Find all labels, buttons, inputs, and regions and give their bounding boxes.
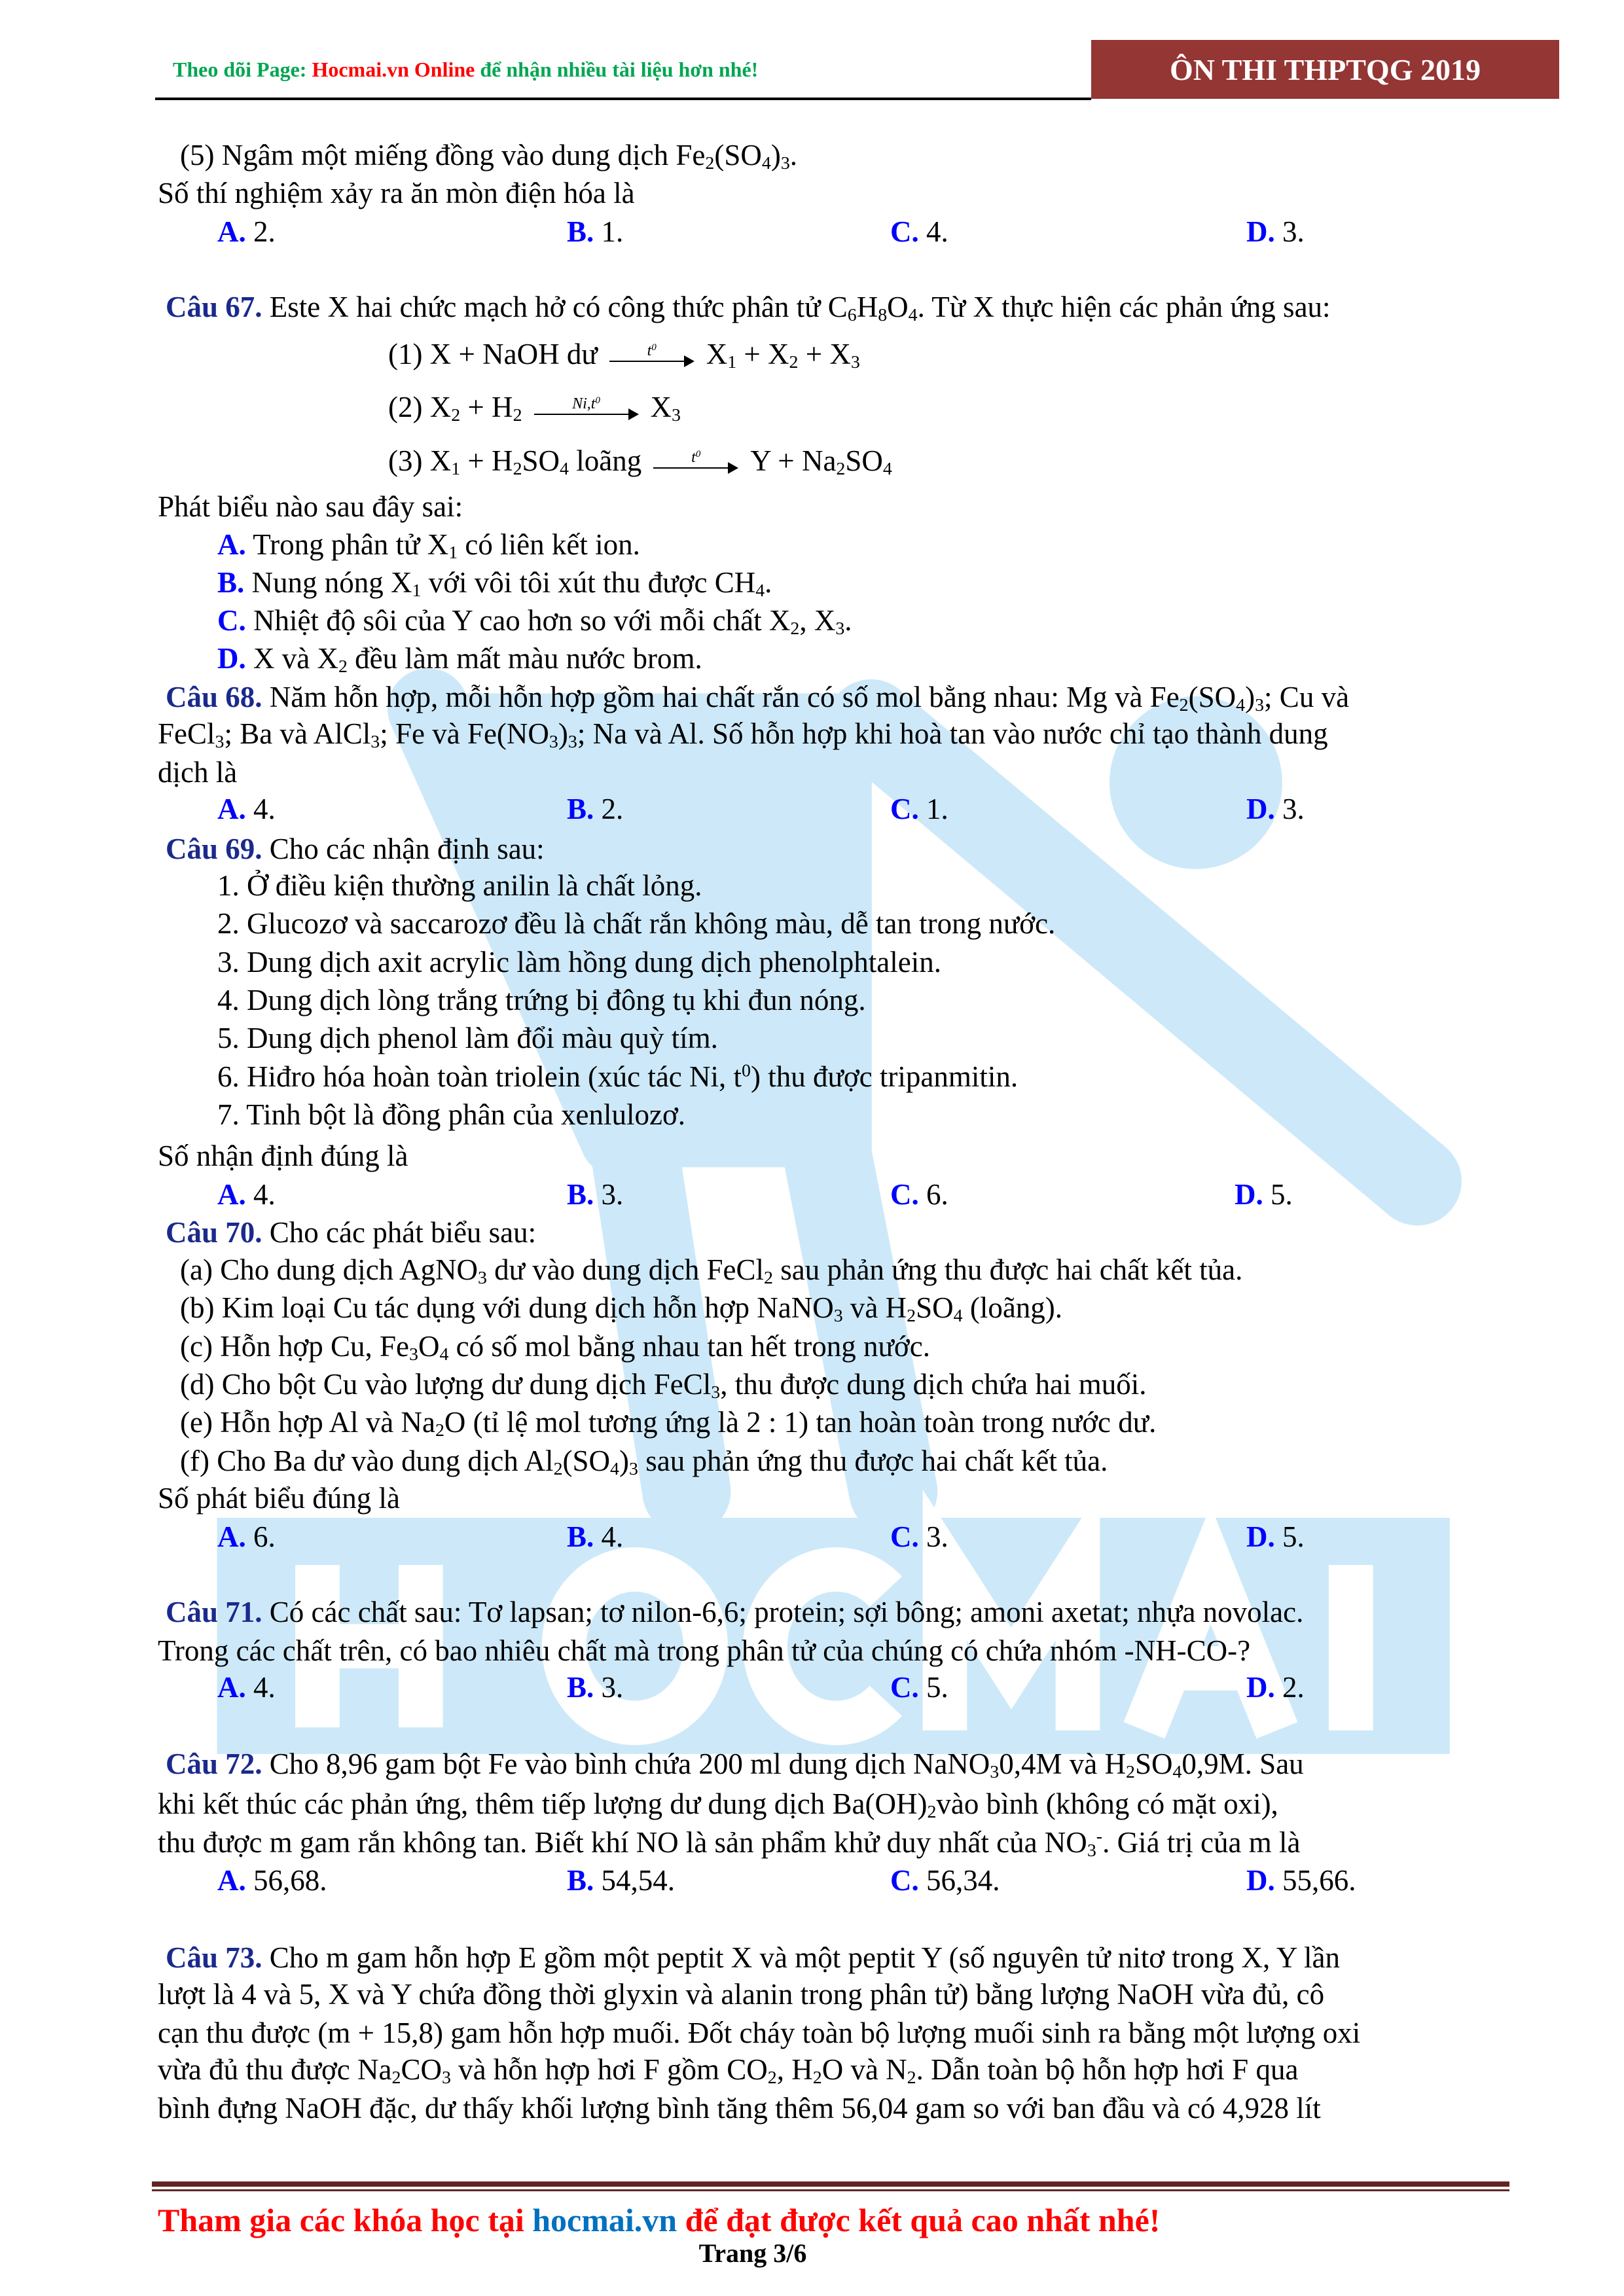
statement-item: 2. Glucozơ và saccarozơ đều là chất rắn không màu, dễ tan trong nước.	[217, 907, 1056, 940]
option-letter: C.	[890, 1864, 919, 1897]
q67-text: Este X hai chức mạch hở có công thức phân tử $C_6H_8O_4$. Từ X thực hiện các phản ứng sau:	[262, 291, 1331, 326]
option-a	[217, 527, 640, 562]
option-text: 3.	[926, 1520, 948, 1553]
option-text: 2.	[1282, 1671, 1305, 1704]
statement-item: 4. Dung dịch lòng trắng trứng bị đông tụ khi đun nóng.	[217, 984, 866, 1016]
option-text: 5.	[1271, 1178, 1293, 1211]
reaction-lhs: (3) $X_1 + H_2SO_4$ loãng	[388, 444, 642, 480]
option-letter: B.	[567, 1520, 594, 1553]
option-letter: D.	[1246, 793, 1275, 825]
q71-text-line: Trong các chất trên, có bao nhiêu chất mà trong phân tử của chúng có chứa nhóm -NH-CO-?	[158, 1634, 1251, 1667]
option-c	[890, 1519, 948, 1554]
option-letter: C.	[890, 1520, 919, 1553]
option-a	[217, 1177, 276, 1212]
option-text: 1.	[601, 215, 624, 248]
option-c	[890, 1670, 948, 1705]
page-number: Trang 3/6	[698, 2238, 807, 2268]
option-text: 5.	[1282, 1520, 1305, 1553]
header-rule	[155, 98, 1091, 100]
q71-stem	[166, 1594, 1303, 1630]
q66-question: Số thí nghiệm xảy ra ăn mòn điện hóa là	[158, 177, 635, 209]
statement-item: 6. Hiđro hóa hoàn toàn triolein (xúc tác Ni, $t^0$) thu được tripanmitin.	[217, 1060, 1019, 1093]
q72-stem	[166, 1746, 1304, 1782]
header-follow-text	[173, 58, 758, 82]
option-a	[217, 1670, 276, 1705]
option-text: 1.	[926, 793, 948, 825]
option-c	[890, 1177, 948, 1212]
option-letter: B.	[217, 566, 245, 599]
header-site-link[interactable]: Hocmai.vn Online	[312, 58, 475, 81]
option-c	[890, 214, 948, 249]
q68-stem	[166, 679, 1349, 715]
reaction-rhs: $X_3$	[650, 391, 681, 426]
option-text: 4.	[253, 1671, 276, 1704]
option-letter: D.	[1246, 1671, 1275, 1704]
option-c	[890, 791, 948, 827]
option-text: 4.	[253, 1178, 276, 1211]
option-d	[217, 641, 702, 676]
option-letter: C.	[890, 1671, 919, 1704]
option-letter: D.	[1235, 1178, 1263, 1211]
option-letter: A.	[217, 1671, 246, 1704]
q68-label: Câu 68.	[166, 681, 262, 713]
option-text: 56,68.	[253, 1864, 327, 1897]
option-text: 4.	[926, 215, 948, 248]
option-letter: A.	[217, 528, 246, 561]
reaction-arrow	[534, 395, 639, 420]
q67-question: Phát biểu nào sau đây sai:	[158, 490, 463, 523]
q70-label: Câu 70.	[166, 1216, 262, 1249]
q73-text-line: cạn thu được (m + 15,8) gam hỗn hợp muối. Đốt cháy toàn bộ lượng muối sinh ra bằng một lượng oxi	[158, 2017, 1361, 2049]
option-text: 3.	[601, 1178, 624, 1211]
reaction-condition: $t^0$	[691, 448, 701, 466]
footer-rule	[152, 2181, 1509, 2187]
option-a	[217, 1863, 327, 1898]
option-b	[567, 214, 623, 249]
option-text: 4.	[253, 793, 276, 825]
q71-label: Câu 71.	[166, 1596, 262, 1628]
option-letter: C.	[890, 793, 919, 825]
option-text: 3.	[1282, 215, 1305, 248]
q68-text-line: FeCl$_3$; Ba và AlCl$_3$; Fe và $Fe(NO_3)_3$; Na và Al. Số hỗn hợp khi hoà tan vào nước chỉ tạo thành dung	[158, 717, 1328, 753]
q67-reaction-1	[388, 336, 860, 372]
statement-item: 7. Tinh bột là đồng phân của xenlulozơ.	[217, 1098, 685, 1131]
option-letter: A.	[217, 215, 246, 248]
reaction-condition: $t^0$	[647, 342, 657, 359]
option-letter: A.	[217, 1864, 246, 1897]
option-letter: C.	[217, 604, 246, 637]
q72-text-line: khi kết thúc các phản ứng, thêm tiếp lượng dư dung dịch $Ba(OH)_2vào$ bình (không có mặt oxi),	[158, 1787, 1278, 1823]
statement-item: 3. Dung dịch axit acrylic làm hồng dung dịch phenolphtalein.	[217, 946, 941, 978]
option-letter: B.	[567, 1864, 594, 1897]
option-text: 2.	[253, 215, 276, 248]
option-letter: B.	[567, 1178, 594, 1211]
header-lead: Theo dõi Page:	[173, 58, 312, 81]
q73-text: Cho m gam hỗn hợp E gồm một peptit X và một peptit Y (số nguyên tử nitơ trong X, Y lần	[262, 1941, 1340, 1974]
q73-stem	[166, 1940, 1340, 1975]
footer-lead: Tham gia các khóa học tại	[158, 2202, 533, 2238]
q72-text-line: thu được m gam rắn không tan. Biết khí NO là sản phẩm khử duy nhất của $NO_3^-$. Giá trị của m là	[158, 1826, 1301, 1861]
option-letter: D.	[1246, 1864, 1275, 1897]
option-d	[1246, 214, 1305, 249]
reaction-arrow	[609, 342, 695, 367]
option-text: Nung nóng $X_1$ với vôi tôi xút thu được $CH_4$.	[251, 566, 772, 601]
reaction-lhs: (2) $X_2 + H_2$	[388, 391, 522, 426]
option-letter: A.	[217, 793, 246, 825]
option-letter: D.	[1246, 1520, 1275, 1553]
q67-reaction-3	[388, 443, 892, 478]
option-text: 4.	[601, 1520, 624, 1553]
option-b	[567, 1519, 623, 1554]
reaction-rhs: $Y + Na_2SO_4$	[750, 444, 892, 480]
option-b	[217, 565, 772, 600]
q70-stem	[166, 1215, 536, 1250]
statement-item: (a) Cho dung dịch AgNO$_3$ dư vào dung dịch FeCl$_2$ sau phản ứng thu được hai chất kết tủa.	[180, 1253, 1243, 1289]
footer-rule-thin	[152, 2189, 1509, 2191]
option-a	[217, 214, 276, 249]
q69-question: Số nhận định đúng là	[158, 1139, 408, 1172]
option-text: Trong phân tử $X_1$ có liên kết ion.	[253, 528, 640, 564]
q68-text: Năm hỗn hợp, mỗi hỗn hợp gồm hai chất rắn có số mol bằng nhau: Mg và $Fe_2(SO_4)_3$; Cu và	[262, 681, 1350, 716]
statement-item: (b) Kim loại Cu tác dụng với dung dịch hỗn hợp NaNO$_3$ và $H_2SO_4$ (loãng).	[180, 1291, 1063, 1327]
q72-text: Cho 8,96 gam bột Fe vào bình chứa 200 ml dung dịch NaNO$_3$0,4M và $H_2SO_40,9M$. Sau	[262, 1748, 1304, 1783]
footer-tail: để đạt được kết quả cao nhất nhé!	[677, 2202, 1161, 2238]
option-text: X và $X_2$ đều làm mất màu nước brom.	[253, 642, 702, 677]
q69-stem	[166, 831, 545, 867]
option-letter: C.	[890, 215, 919, 248]
option-text: 5.	[926, 1671, 948, 1704]
q69-text: Cho các nhận định sau:	[262, 833, 545, 865]
option-letter: B.	[567, 215, 594, 248]
option-b	[567, 1863, 675, 1898]
option-d	[1246, 1519, 1305, 1554]
option-text: 56,34.	[926, 1864, 1000, 1897]
q67-reaction-2	[388, 389, 681, 425]
option-a	[217, 1519, 276, 1554]
footer-promo	[158, 2201, 1160, 2239]
option-text: 3.	[1282, 793, 1305, 825]
option-letter: B.	[567, 793, 594, 825]
q73-text-line: bình đựng NaOH đặc, dư thấy khối lượng bình tăng thêm 56,04 gam so với ban đầu và có 4,928 lít	[158, 2092, 1321, 2125]
option-text: 55,66.	[1282, 1864, 1356, 1897]
option-letter: A.	[217, 1520, 246, 1553]
q73-label: Câu 73.	[166, 1941, 262, 1974]
exam-badge: ÔN THI THPTQG 2019	[1091, 40, 1559, 99]
option-letter: D.	[1246, 215, 1275, 248]
option-b	[567, 1177, 623, 1212]
option-d	[1246, 791, 1305, 827]
option-a	[217, 791, 276, 827]
statement-item: 5. Dung dịch phenol làm đổi màu quỳ tím.	[217, 1022, 718, 1054]
q72-label: Câu 72.	[166, 1748, 262, 1780]
option-letter: C.	[890, 1178, 919, 1211]
option-letter: D.	[217, 642, 246, 675]
q67-stem	[166, 289, 1331, 325]
q66-item-5: (5) Ngâm một miếng đồng vào dung dịch $Fe_2(SO_4)_3$.	[180, 139, 798, 174]
option-letter: A.	[217, 1178, 246, 1211]
statement-item: (c) Hỗn hợp Cu, $Fe_3O_4$ có số mol bằng nhau tan hết trong nước.	[180, 1330, 930, 1365]
reaction-arrow	[653, 448, 738, 474]
statement-item: (f) Cho Ba dư vào dung dịch $Al_2(SO_4)_3$ sau phản ứng thu được hai chất kết tủa.	[180, 1444, 1108, 1480]
option-text: Nhiệt độ sôi của Y cao hơn so với mỗi chất $X_2$, $X_3$.	[253, 604, 852, 639]
reaction-lhs: (1) X + NaOH dư	[388, 338, 598, 370]
q69-label: Câu 69.	[166, 833, 262, 865]
option-text: 2.	[601, 793, 624, 825]
reaction-rhs: $X_1 + X_2 + X_3$	[706, 338, 860, 373]
q73-text-line: vừa đủ thu được $Na_2CO_3$ và hỗn hợp hơi F gồm $CO_2$, $H_2O$ và $N_2$. Dẫn toàn bộ hỗn hợp hơi F qua	[158, 2053, 1299, 2089]
reaction-condition: $Ni,t^0$	[572, 395, 600, 412]
statement-item: 1. Ở điều kiện thường anilin là chất lỏng.	[217, 869, 702, 902]
q70-text: Cho các phát biểu sau:	[262, 1216, 537, 1249]
option-text: 6.	[926, 1178, 948, 1211]
statement-item: (e) Hỗn hợp Al và $Na_2O$ (tỉ lệ mol tương ứng là 2 : 1) tan hoàn toàn trong nước dư.	[180, 1406, 1157, 1441]
q67-label: Câu 67.	[166, 291, 262, 323]
option-text: 54,54.	[601, 1864, 676, 1897]
option-d	[1235, 1177, 1293, 1212]
q70-question: Số phát biểu đúng là	[158, 1482, 400, 1515]
option-d	[1246, 1863, 1356, 1898]
option-b	[567, 791, 623, 827]
q68-text-line: dịch là	[158, 756, 238, 789]
header-tail: để nhận nhiều tài liệu hơn nhé!	[475, 58, 759, 81]
q71-text: Có các chất sau: Tơ lapsan; tơ nilon-6,6; protein; sợi bông; amoni axetat; nhựa novolac.	[262, 1596, 1304, 1628]
option-c	[890, 1863, 1000, 1898]
q73-text-line: lượt là 4 và 5, X và Y chứa đồng thời glyxin và alanin trong phân tử) bằng lượng NaOH vừa đủ, cô	[158, 1978, 1325, 2011]
option-text: 6.	[253, 1520, 276, 1553]
statement-item: (d) Cho bột Cu vào lượng dư dung dịch FeCl$_3$, thu được dung dịch chứa hai muối.	[180, 1368, 1147, 1403]
option-d	[1246, 1670, 1305, 1705]
option-b	[567, 1670, 623, 1705]
footer-site-link[interactable]: hocmai.vn	[532, 2202, 677, 2238]
option-letter: B.	[567, 1671, 594, 1704]
option-c	[217, 603, 852, 638]
option-text: 3.	[601, 1671, 624, 1704]
